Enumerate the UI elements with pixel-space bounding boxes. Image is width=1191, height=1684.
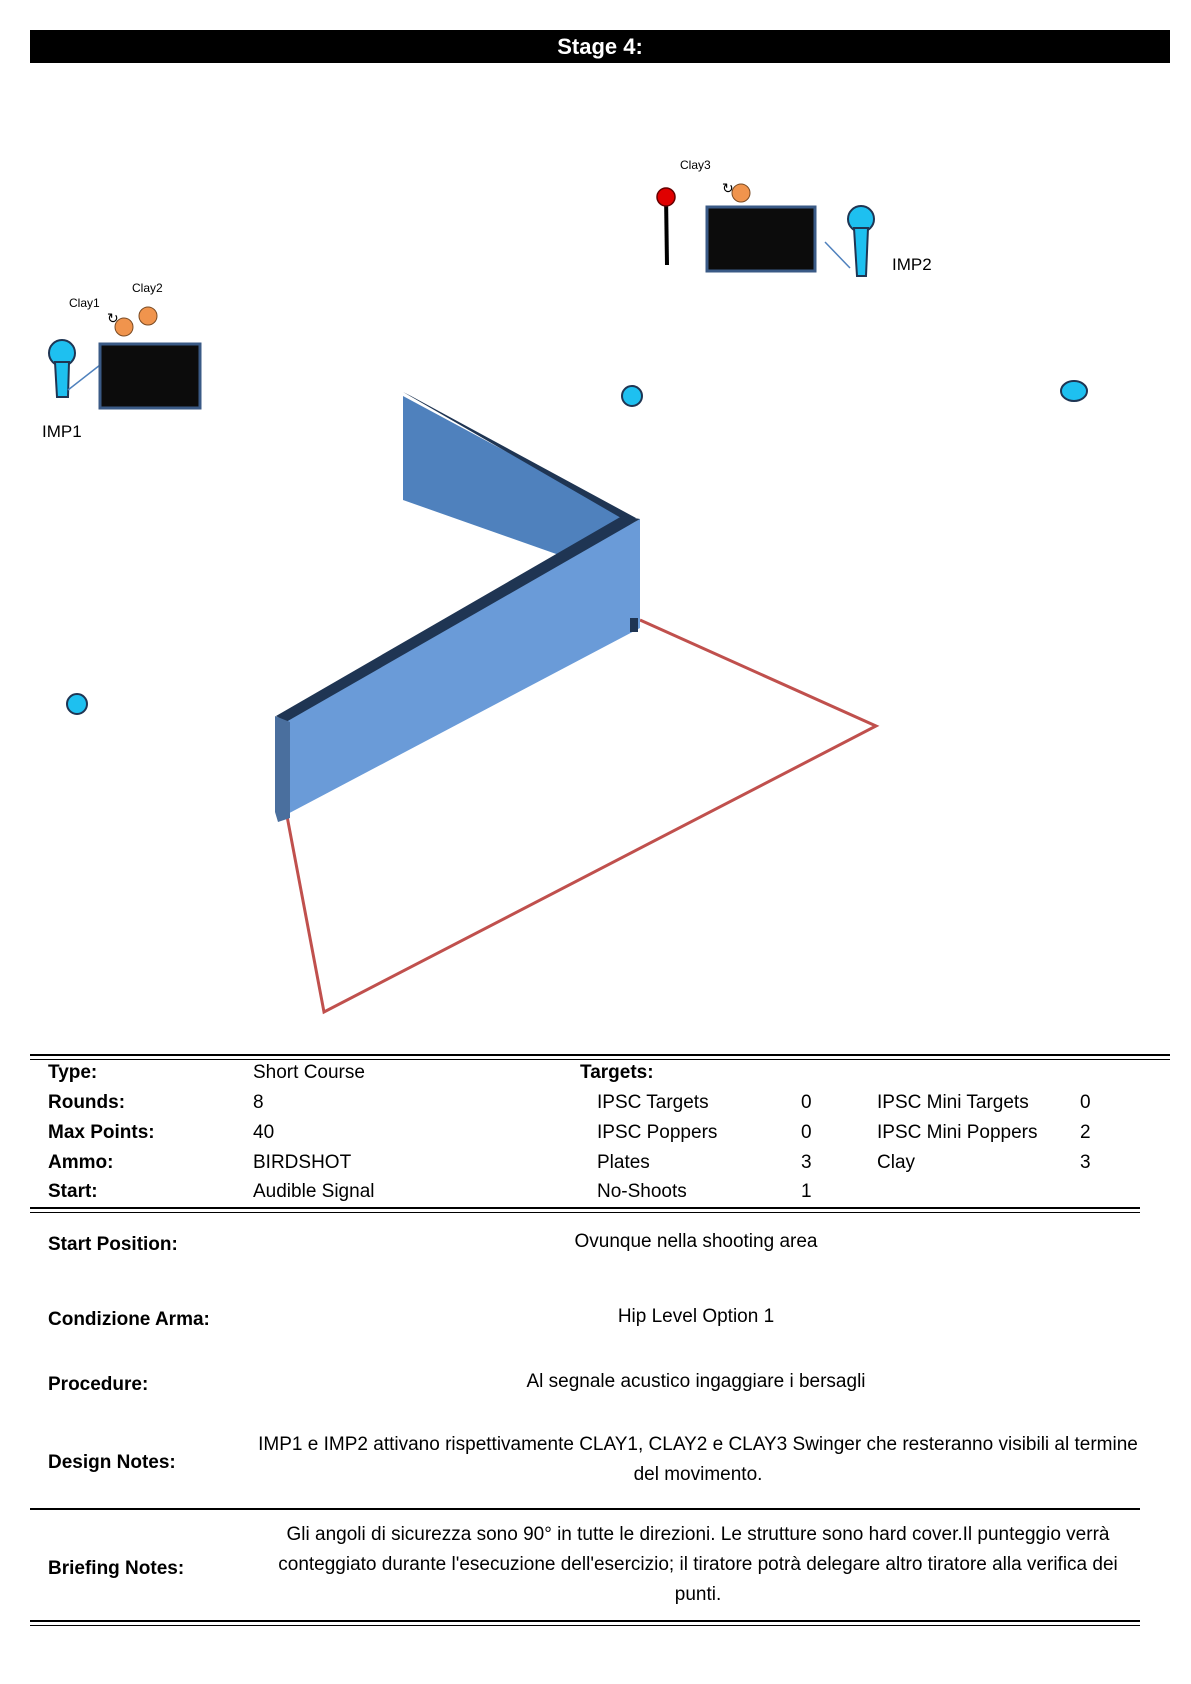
clay3-target: [732, 184, 750, 202]
ipsc-targets-label: IPSC Targets: [597, 1092, 709, 1113]
rule: [30, 1212, 1140, 1213]
clay1-label: Clay1: [69, 296, 100, 310]
condizione-value: Hip Level Option 1: [617, 1306, 775, 1327]
rounds-label: Rounds:: [48, 1092, 126, 1113]
clay3-label: Clay3: [680, 158, 711, 172]
clay-value: 3: [1080, 1152, 1091, 1173]
start-value: Audible Signal: [253, 1181, 375, 1202]
ipsc-poppers-label: IPSC Poppers: [597, 1122, 718, 1143]
rounds-value: 8: [253, 1092, 264, 1113]
targets-label: Targets:: [580, 1062, 654, 1083]
swing-arrow-icon: ↻: [107, 311, 119, 327]
swing-arrow-icon-2: ↻: [722, 181, 734, 197]
rule: [30, 1059, 1170, 1060]
procedure-value: Al segnale acustico ingaggiare i bersagli: [526, 1371, 866, 1392]
wall-front: [280, 519, 640, 818]
briefing-notes-value: Gli angoli di sicurezza sono 90° in tutte le direzioni. Le strutture sono hard cover.Il punteggio verrà conteggiato durante l'esecuzione dell'esercizio; il tiratore potrà delegare altro tiratore alla verifica dei punti.: [278, 1524, 1118, 1605]
imp1-popper-body: [55, 362, 69, 397]
imp2-popper-body: [854, 228, 868, 276]
rule: [30, 1508, 1140, 1510]
imp1-label: IMP1: [42, 422, 82, 441]
plates-label: Plates: [597, 1152, 650, 1173]
stage-title: Stage 4:: [30, 30, 1170, 63]
plate-1: [622, 386, 642, 406]
design-notes-label: Design Notes:: [48, 1452, 176, 1473]
plates-value: 3: [801, 1152, 812, 1173]
start-position-label: Start Position:: [48, 1234, 178, 1255]
noshoot-head: [657, 188, 675, 206]
clay-label: Clay: [877, 1152, 916, 1173]
plate-2: [1061, 381, 1087, 401]
start-label: Start:: [48, 1181, 98, 1202]
procedure-label: Procedure:: [48, 1374, 149, 1395]
start-position-value: Ovunque nella shooting area: [574, 1231, 818, 1252]
mini-targets-value: 0: [1080, 1092, 1091, 1113]
imp2-label: IMP2: [892, 255, 932, 274]
ammo-label: Ammo:: [48, 1152, 114, 1173]
type-value: Short Course: [253, 1062, 365, 1083]
rule: [30, 1207, 1140, 1209]
noshoots-value: 1: [801, 1181, 812, 1202]
type-label: Type:: [48, 1062, 98, 1083]
condizione-label: Condizione Arma:: [48, 1309, 210, 1330]
mini-poppers-value: 2: [1080, 1122, 1091, 1143]
wall-end: [275, 716, 290, 822]
stage-diagram: [0, 80, 1191, 1040]
mini-poppers-label: IPSC Mini Poppers: [877, 1122, 1038, 1143]
plate-3: [67, 694, 87, 714]
rule: [30, 1054, 1170, 1056]
stage-diagram-svg: [0, 80, 1191, 1040]
clay2-target: [139, 307, 157, 325]
maxpoints-value: 40: [253, 1122, 275, 1143]
design-notes-value: IMP1 e IMP2 attivano rispettivamente CLAY1, CLAY2 e CLAY3 Swinger che resteranno visibili al termine del movimento.: [258, 1434, 1138, 1485]
imp2-swinger-box: [707, 207, 815, 271]
maxpoints-label: Max Points:: [48, 1122, 155, 1143]
briefing-notes-label: Briefing Notes:: [48, 1558, 185, 1579]
imp1-swinger-box: [100, 344, 200, 408]
wall-foot: [630, 618, 638, 632]
ipsc-poppers-value: 0: [801, 1122, 812, 1143]
ipsc-targets-value: 0: [801, 1092, 812, 1113]
clay2-label: Clay2: [132, 281, 163, 295]
mini-targets-label: IPSC Mini Targets: [877, 1092, 1029, 1113]
noshoots-label: No-Shoots: [597, 1181, 687, 1202]
rule: [30, 1620, 1140, 1622]
rule: [30, 1625, 1140, 1626]
ammo-value: BIRDSHOT: [253, 1152, 352, 1173]
